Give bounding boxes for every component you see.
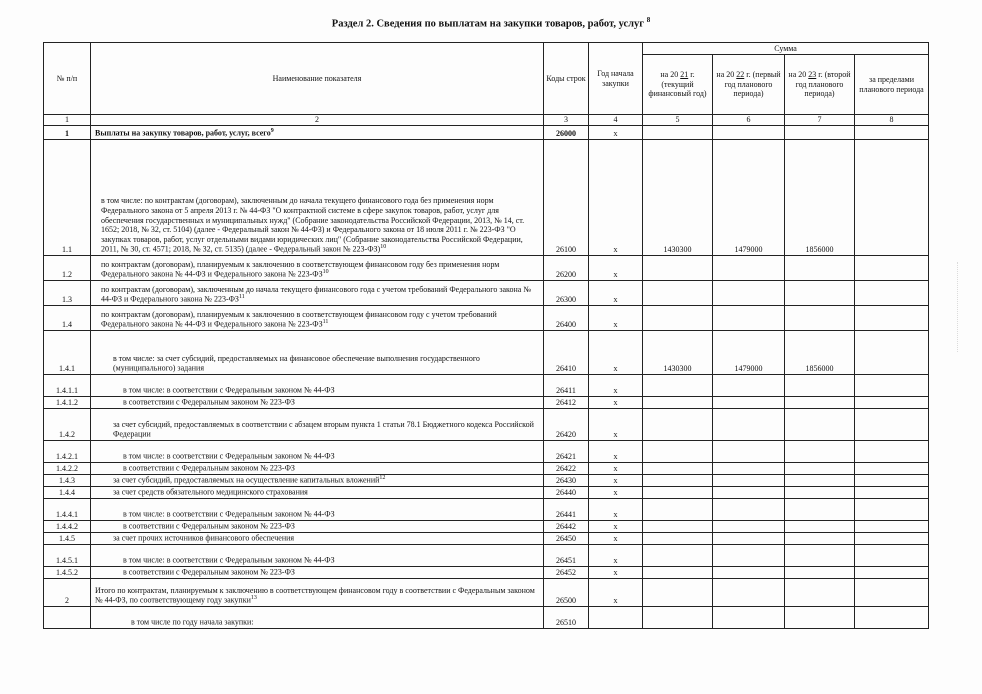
row-footnote: 12 (379, 475, 386, 482)
row-sum-beyond (855, 544, 929, 566)
table-row (44, 408, 929, 440)
row-sum-beyond (855, 498, 929, 520)
col-number: 7 (785, 115, 855, 126)
row-year-start: x (589, 474, 643, 486)
row-footnote: 10 (322, 269, 329, 276)
row-sum-year3 (785, 125, 855, 139)
row-sum-year1 (643, 578, 713, 606)
row-sum-year1 (643, 255, 713, 280)
row-year-start: x (589, 139, 643, 255)
row-indicator-name (91, 139, 544, 255)
row-sum-year2 (713, 532, 785, 544)
row-number: 1.4.1.2 (44, 396, 91, 408)
row-code: 26100 (544, 139, 589, 255)
table-row (44, 498, 929, 520)
row-sum-year2 (713, 305, 785, 330)
row-sum-year3 (785, 578, 855, 606)
row-sum-beyond (855, 462, 929, 474)
table-row (44, 255, 929, 280)
row-indicator-name (91, 374, 544, 396)
row-number: 1.4.5.1 (44, 544, 91, 566)
section-title-footnote: 8 (646, 16, 651, 24)
row-sum-beyond (855, 566, 929, 578)
row-sum-year2 (713, 396, 785, 408)
row-indicator-name (91, 486, 544, 498)
row-sum-year3 (785, 374, 855, 396)
row-sum-beyond (855, 330, 929, 374)
row-indicator-name (91, 440, 544, 462)
row-sum-year2 (713, 474, 785, 486)
table-row (44, 305, 929, 330)
row-indicator-name (91, 255, 544, 280)
row-indicator-text: в том числе: за счет субсидий, предоставляемых на финансовое обеспечение выполнения государственного (муниципального) задания (113, 353, 480, 373)
row-sum-year1 (643, 440, 713, 462)
row-code: 26452 (544, 566, 589, 578)
table-row (44, 606, 929, 628)
edge-scan-mark (957, 262, 968, 352)
row-sum-year3 (785, 305, 855, 330)
row-number: 1.4.4.2 (44, 520, 91, 532)
row-number: 1.4.3 (44, 474, 91, 486)
row-code: 26000 (544, 125, 589, 139)
row-indicator-name (91, 280, 544, 305)
row-indicator-text: по контрактам (договорам), планируемым к заключению в соответствующем финансовом году без применения норм Федерального закона № 44-ФЗ и Федерального закона № 223-ФЗ (101, 259, 500, 279)
row-year-start: x (589, 440, 643, 462)
row-sum-year3 (785, 396, 855, 408)
row-number: 1.4.5 (44, 532, 91, 544)
header-year1-year: 21 (680, 70, 689, 80)
row-indicator-text: в том числе: в соответствии с Федеральным законом № 44-ФЗ (123, 386, 335, 395)
row-sum-year1 (643, 606, 713, 628)
row-indicator-text: по контрактам (договорам), планируемым к заключению в соответствующем финансовом году с учетом требований Федерального закона № 44-ФЗ и Федерального закона № 223-ФЗ (101, 309, 497, 329)
table-row (44, 280, 929, 305)
row-sum-year3 (785, 544, 855, 566)
row-sum-year2 (713, 498, 785, 520)
col-number: 8 (855, 115, 929, 126)
row-sum-beyond (855, 396, 929, 408)
row-year-start: x (589, 486, 643, 498)
col-number: 2 (91, 115, 544, 126)
row-number: 1.4.4 (44, 486, 91, 498)
table-row (44, 532, 929, 544)
row-indicator-text: в соответствии с Федеральным законом № 223-ФЗ (123, 398, 295, 407)
row-year-start: x (589, 566, 643, 578)
row-indicator-name (91, 578, 544, 606)
row-sum-year1 (643, 498, 713, 520)
header-year3-suffix: г. (второй год планового периода) (795, 70, 851, 99)
header-year1-prefix: на 20 (660, 70, 679, 80)
row-indicator-name (91, 408, 544, 440)
row-year-start: x (589, 462, 643, 474)
row-number (44, 606, 91, 628)
row-number: 1.4.1 (44, 330, 91, 374)
row-number: 1.4.1.1 (44, 374, 91, 396)
row-sum-beyond (855, 408, 929, 440)
row-sum-beyond (855, 486, 929, 498)
table-row (44, 374, 929, 396)
row-sum-year2: 1479000 (713, 330, 785, 374)
row-year-start: x (589, 255, 643, 280)
row-sum-year2 (713, 408, 785, 440)
row-code: 26410 (544, 330, 589, 374)
row-indicator-text: за счет средств обязательного медицинского страхования (113, 488, 308, 497)
row-sum-beyond (855, 255, 929, 280)
row-sum-year3 (785, 532, 855, 544)
table-row (44, 566, 929, 578)
table-row (44, 125, 929, 139)
header-codes: Коды строк (544, 43, 589, 115)
row-indicator-name (91, 498, 544, 520)
row-year-start: x (589, 544, 643, 566)
row-sum-year2 (713, 486, 785, 498)
header-sum: Сумма (643, 43, 929, 55)
header-year1-suffix: г. (текущий финансовый год) (648, 70, 707, 99)
row-indicator-name (91, 125, 544, 139)
row-sum-year2 (713, 566, 785, 578)
row-indicator-text: в том числе: по контрактам (договорам), заключенным до начала текущего финансового года без применения норм Федерального закона от 5 апреля 2013 г. № 44-ФЗ "О контрактной системе в сфере закупок товаров, работ, услуг для обеспечения государственных и муниципальных нужд" (Собрание законодательства Российской Федерации, 2013, № 14, ст. 1652; 2018, № 32, ст. 5104) (далее - Федеральный закон № 44-ФЗ) и Федерального закона от 18 июля 2011 г. № 223-ФЗ "О закупках товаров, работ, услуг отдельными видами юридических лиц" (Собрание законодательства Российской Федерации, 2011, № 30, ст. 4571; 2018, № 32, ст. 5135) (далее - Федеральный закон № 223-ФЗ) (101, 196, 525, 254)
row-indicator-text: за счет субсидий, предоставляемых в соответствии с абзацем вторым пункта 1 статьи 78.1 Бюджетного кодекса Российской Федерации (113, 419, 534, 439)
row-code: 26412 (544, 396, 589, 408)
row-code: 26400 (544, 305, 589, 330)
row-code: 26200 (544, 255, 589, 280)
header-year2-suffix: г. (первый год планового периода) (724, 70, 781, 99)
row-sum-year3 (785, 474, 855, 486)
row-sum-year3 (785, 462, 855, 474)
row-code: 26510 (544, 606, 589, 628)
row-number: 1.4.2 (44, 408, 91, 440)
row-sum-year3 (785, 498, 855, 520)
row-sum-beyond (855, 305, 929, 330)
row-sum-year3 (785, 280, 855, 305)
table-row (44, 486, 929, 498)
row-number: 1.4.4.1 (44, 498, 91, 520)
row-year-start: x (589, 578, 643, 606)
row-sum-year1 (643, 374, 713, 396)
row-sum-year1 (643, 532, 713, 544)
row-indicator-name (91, 330, 544, 374)
row-sum-year1 (643, 408, 713, 440)
row-indicator-text: в соответствии с Федеральным законом № 223-ФЗ (123, 464, 295, 473)
row-sum-year2 (713, 280, 785, 305)
row-number: 1 (44, 125, 91, 139)
row-footnote: 11 (322, 319, 329, 326)
row-indicator-name (91, 566, 544, 578)
header-year3 (785, 55, 855, 115)
row-sum-year3 (785, 440, 855, 462)
row-code: 26451 (544, 544, 589, 566)
row-indicator-text: Выплаты на закупку товаров, работ, услуг, всего (95, 129, 271, 138)
row-sum-year1 (643, 280, 713, 305)
row-indicator-name (91, 396, 544, 408)
row-footnote: 10 (380, 244, 387, 251)
row-sum-year1 (643, 474, 713, 486)
row-code: 26300 (544, 280, 589, 305)
row-code: 26421 (544, 440, 589, 462)
header-year3-year: 23 (808, 70, 817, 80)
row-indicator-text: Итого по контрактам, планируемым к заключению в соответствующем финансовом году в соответствии с Федеральным законом № 44-ФЗ, по соответствующему году закупки (95, 585, 535, 605)
row-footnote: 9 (270, 128, 274, 135)
row-indicator-name (91, 520, 544, 532)
header-year3-prefix: на 20 (788, 70, 807, 80)
row-year-start: x (589, 498, 643, 520)
row-sum-year2 (713, 544, 785, 566)
row-sum-beyond (855, 474, 929, 486)
row-year-start: x (589, 125, 643, 139)
row-code: 26420 (544, 408, 589, 440)
row-year-start: x (589, 330, 643, 374)
column-number-row (44, 115, 929, 126)
section-title-text: Раздел 2. Сведения по выплатам на закупки товаров, работ, услуг (331, 18, 645, 30)
row-indicator-text: в соответствии с Федеральным законом № 223-ФЗ (123, 568, 295, 577)
row-footnote: 13 (250, 595, 257, 602)
row-sum-year1: 1430300 (643, 139, 713, 255)
row-code: 26450 (544, 532, 589, 544)
row-year-start: x (589, 520, 643, 532)
header-name: Наименование показателя (91, 43, 544, 115)
row-code: 26422 (544, 462, 589, 474)
row-sum-beyond (855, 606, 929, 628)
row-indicator-text: за счет субсидий, предоставляемых на осуществление капитальных вложений (113, 476, 380, 485)
table-row (44, 474, 929, 486)
row-code: 26442 (544, 520, 589, 532)
col-number: 6 (713, 115, 785, 126)
row-number: 1.4.2.2 (44, 462, 91, 474)
row-indicator-name (91, 532, 544, 544)
header-year2 (713, 55, 785, 115)
row-number: 1.2 (44, 255, 91, 280)
row-sum-year1 (643, 462, 713, 474)
row-number: 1.3 (44, 280, 91, 305)
row-sum-year3: 1856000 (785, 330, 855, 374)
row-sum-beyond (855, 532, 929, 544)
row-sum-year2 (713, 520, 785, 532)
row-year-start: x (589, 374, 643, 396)
row-sum-year3 (785, 606, 855, 628)
row-sum-year2 (713, 374, 785, 396)
table-row (44, 440, 929, 462)
row-indicator-text: в соответствии с Федеральным законом № 223-ФЗ (123, 522, 295, 531)
row-sum-year1 (643, 566, 713, 578)
table-row (44, 544, 929, 566)
row-footnote: 11 (238, 294, 245, 301)
row-sum-year2 (713, 255, 785, 280)
col-number: 1 (44, 115, 91, 126)
row-year-start: x (589, 305, 643, 330)
row-code: 26500 (544, 578, 589, 606)
row-sum-year1 (643, 486, 713, 498)
row-year-start: x (589, 396, 643, 408)
row-number: 1.4.5.2 (44, 566, 91, 578)
row-sum-year1: 1430300 (643, 330, 713, 374)
col-number: 5 (643, 115, 713, 126)
row-sum-year2 (713, 440, 785, 462)
row-sum-year1 (643, 520, 713, 532)
row-sum-year3 (785, 486, 855, 498)
table-row (44, 330, 929, 374)
row-sum-beyond (855, 578, 929, 606)
row-sum-beyond (855, 440, 929, 462)
row-indicator-name (91, 305, 544, 330)
row-indicator-text: за счет прочих источников финансового обеспечения (113, 534, 295, 543)
header-year1 (643, 55, 713, 115)
row-sum-year1 (643, 544, 713, 566)
row-year-start: x (589, 532, 643, 544)
row-indicator-name (91, 606, 544, 628)
row-sum-beyond (855, 280, 929, 305)
row-indicator-text: в том числе: в соответствии с Федеральным законом № 44-ФЗ (123, 556, 335, 565)
row-sum-year3 (785, 408, 855, 440)
row-sum-beyond (855, 374, 929, 396)
row-sum-year2 (713, 462, 785, 474)
row-indicator-text: в том числе по году начала закупки: (131, 618, 254, 627)
section-title (0, 16, 982, 30)
row-sum-year1 (643, 125, 713, 139)
row-indicator-text: по контрактам (договорам), заключенным до начала текущего финансового года с учетом требований Федерального закона № 44-ФЗ и Федерального закона № 223-ФЗ (101, 284, 531, 304)
row-sum-beyond (855, 139, 929, 255)
row-sum-year2 (713, 125, 785, 139)
row-sum-year1 (643, 305, 713, 330)
row-indicator-text: в том числе: в соответствии с Федеральным законом № 44-ФЗ (123, 452, 335, 461)
table-row (44, 578, 929, 606)
row-number: 1.4.2.1 (44, 440, 91, 462)
table-row (44, 520, 929, 532)
row-indicator-text: в том числе: в соответствии с Федеральным законом № 44-ФЗ (123, 510, 335, 519)
row-sum-beyond (855, 520, 929, 532)
row-sum-year3 (785, 566, 855, 578)
row-indicator-name (91, 462, 544, 474)
header-year-start: Год начала закупки (589, 43, 643, 115)
row-number: 1.1 (44, 139, 91, 255)
row-sum-year2 (713, 606, 785, 628)
row-indicator-name (91, 544, 544, 566)
payments-table (43, 42, 929, 629)
row-number: 2 (44, 578, 91, 606)
header-beyond: за пределами планового периода (855, 55, 929, 115)
row-code: 26430 (544, 474, 589, 486)
header-num: № п/п (44, 43, 91, 115)
table-row (44, 396, 929, 408)
row-code: 26411 (544, 374, 589, 396)
row-year-start (589, 606, 643, 628)
row-sum-beyond (855, 125, 929, 139)
row-sum-year3: 1856000 (785, 139, 855, 255)
row-year-start: x (589, 280, 643, 305)
header-year2-prefix: на 20 (716, 70, 735, 80)
row-sum-year3 (785, 255, 855, 280)
row-number: 1.4 (44, 305, 91, 330)
row-sum-year2 (713, 578, 785, 606)
row-code: 26440 (544, 486, 589, 498)
row-sum-year2: 1479000 (713, 139, 785, 255)
row-sum-year1 (643, 396, 713, 408)
col-number: 3 (544, 115, 589, 126)
row-sum-year3 (785, 520, 855, 532)
row-indicator-name (91, 474, 544, 486)
row-code: 26441 (544, 498, 589, 520)
table-row (44, 462, 929, 474)
col-number: 4 (589, 115, 643, 126)
row-year-start: x (589, 408, 643, 440)
table-row (44, 139, 929, 255)
header-year2-year: 22 (736, 70, 745, 80)
